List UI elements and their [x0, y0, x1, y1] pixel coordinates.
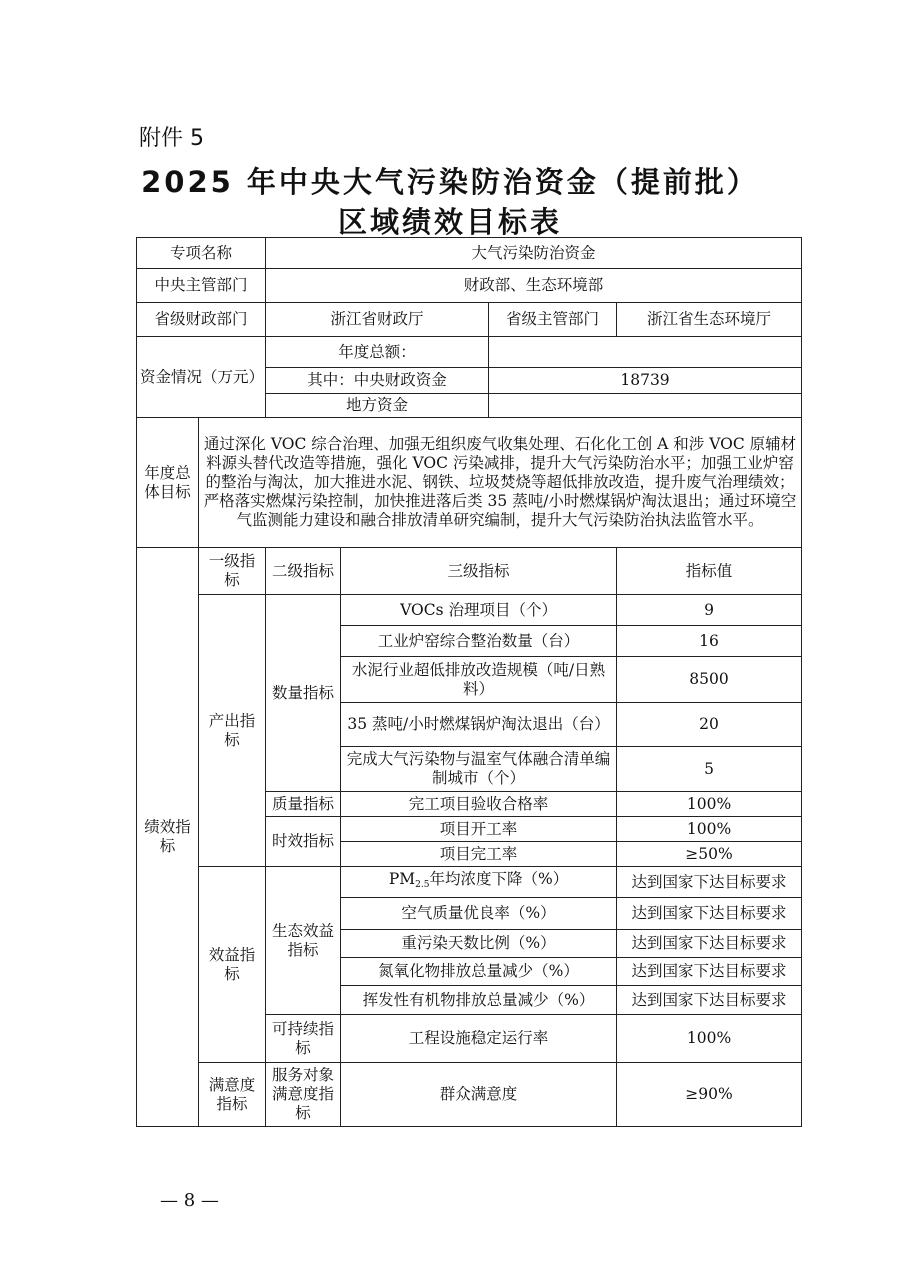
page-title: 2025 年中央大气污染防治资金（提前批）: [141, 165, 759, 199]
funds-central-label: 其中：中央财政资金: [266, 368, 489, 394]
indicator-value: 达到国家下达目标要求: [617, 986, 802, 1015]
indicator-name: 氮氧化物排放总量减少（%）: [341, 958, 617, 986]
pm-subscript: 2.5: [415, 879, 430, 890]
output-label: 产出指标: [199, 595, 266, 867]
funds-local-label: 地方资金: [266, 394, 489, 418]
header-level1: 一级指标: [199, 548, 266, 595]
benefit-label: 效益指标: [199, 867, 266, 1063]
indicators-section-label: 绩效指标: [137, 548, 199, 1127]
timeliness-label: 时效指标: [266, 817, 341, 867]
indicator-value: 100%: [617, 817, 802, 842]
project-name-label: 专项名称: [137, 238, 266, 269]
funds-total-value: [489, 337, 802, 368]
prov-finance-value: 浙江省财政厅: [266, 303, 489, 337]
table-row: [137, 269, 802, 303]
indicator-value: 5: [617, 747, 802, 792]
page-subtitle: 区域绩效目标表: [337, 205, 562, 239]
pm-prefix: PM: [388, 869, 416, 888]
indicator-name: 水泥行业超低排放改造规模（吨/日熟料）: [341, 657, 617, 703]
table-row: [137, 238, 802, 269]
table-row: [137, 867, 802, 898]
pm-suffix: 年均浓度下降（%）: [429, 869, 569, 888]
funds-central-value: 18739: [489, 368, 802, 394]
table-row: [137, 418, 802, 548]
indicator-name: 群众满意度: [341, 1063, 617, 1127]
goal-text: 通过深化 VOC 综合治理、加强无组织废气收集处理、石化化工创 A 和涉 VOC 原辅材料源头替代改造等措施，强化 VOC 污染减排，提升大气污染防治水平；加强工业炉窑的整治与淘汰，加大推进水泥、钢铁、垃圾焚烧等超低排放改造，提升废气治理绩效；严格落实燃煤污染控制，加快推进落后类 35 蒸吨/小时燃煤锅炉淘汰退出；通过环境空气监测能力建设和融合排放清单研究编制，提升大气污染防治执法监管水平。: [199, 418, 802, 548]
indicator-value: 达到国家下达目标要求: [617, 930, 802, 958]
central-dept-value: 财政部、生态环境部: [266, 269, 802, 303]
indicator-value: 9: [617, 595, 802, 626]
prov-dept-value: 浙江省生态环境厅: [617, 303, 802, 337]
table-row: [137, 303, 802, 337]
central-dept-label: 中央主管部门: [137, 269, 266, 303]
page-number: — 8 —: [160, 1190, 219, 1211]
indicator-name: 项目完工率: [341, 842, 617, 867]
indicator-value: 20: [617, 703, 802, 747]
indicator-name: 35 蒸吨/小时燃煤锅炉淘汰退出（台）: [341, 703, 617, 747]
table-row: [137, 548, 802, 595]
indicator-value: 100%: [617, 792, 802, 817]
indicator-name: VOCs 治理项目（个）: [341, 595, 617, 626]
header-level2: 二级指标: [266, 548, 341, 595]
eco-benefit-label: 生态效益指标: [266, 867, 341, 1015]
goal-label: 年度总体目标: [137, 418, 199, 548]
funds-label: 资金情况（万元）: [137, 337, 266, 418]
indicator-value: 8500: [617, 657, 802, 703]
project-name-value: 大气污染防治资金: [266, 238, 802, 269]
indicator-name: 挥发性有机物排放总量减少（%）: [341, 986, 617, 1015]
indicator-name: [341, 867, 617, 898]
funds-total-label: 年度总额：: [266, 337, 489, 368]
table-row: [137, 1063, 802, 1127]
indicator-value: 达到国家下达目标要求: [617, 898, 802, 930]
indicator-name: 工程设施稳定运行率: [341, 1015, 617, 1063]
performance-table: [136, 237, 802, 1127]
prov-dept-label: 省级主管部门: [489, 303, 617, 337]
table-row: [137, 337, 802, 368]
indicator-value: 达到国家下达目标要求: [617, 867, 802, 898]
table-row: [137, 595, 802, 626]
indicator-name: 完成大气污染物与温室气体融合清单编制城市（个）: [341, 747, 617, 792]
indicator-name: 完工项目验收合格率: [341, 792, 617, 817]
indicator-name: 重污染天数比例（%）: [341, 930, 617, 958]
attachment-label: 附件 5: [139, 126, 204, 151]
sustain-label: 可持续指标: [266, 1015, 341, 1063]
indicator-value: 100%: [617, 1015, 802, 1063]
satisfaction-label: 满意度指标: [199, 1063, 266, 1127]
funds-local-value: [489, 394, 802, 418]
quality-label: 质量指标: [266, 792, 341, 817]
quantity-label: 数量指标: [266, 595, 341, 792]
indicator-name: 项目开工率: [341, 817, 617, 842]
header-level3: 三级指标: [341, 548, 617, 595]
indicator-value: 达到国家下达目标要求: [617, 958, 802, 986]
satisfaction-sub-label: 服务对象满意度指标: [266, 1063, 341, 1127]
prov-finance-label: 省级财政部门: [137, 303, 266, 337]
indicator-value: 16: [617, 626, 802, 657]
indicator-name: 空气质量优良率（%）: [341, 898, 617, 930]
indicator-name: 工业炉窑综合整治数量（台）: [341, 626, 617, 657]
header-value: 指标值: [617, 548, 802, 595]
indicator-value: ≥90%: [617, 1063, 802, 1127]
indicator-value: ≥50%: [617, 842, 802, 867]
